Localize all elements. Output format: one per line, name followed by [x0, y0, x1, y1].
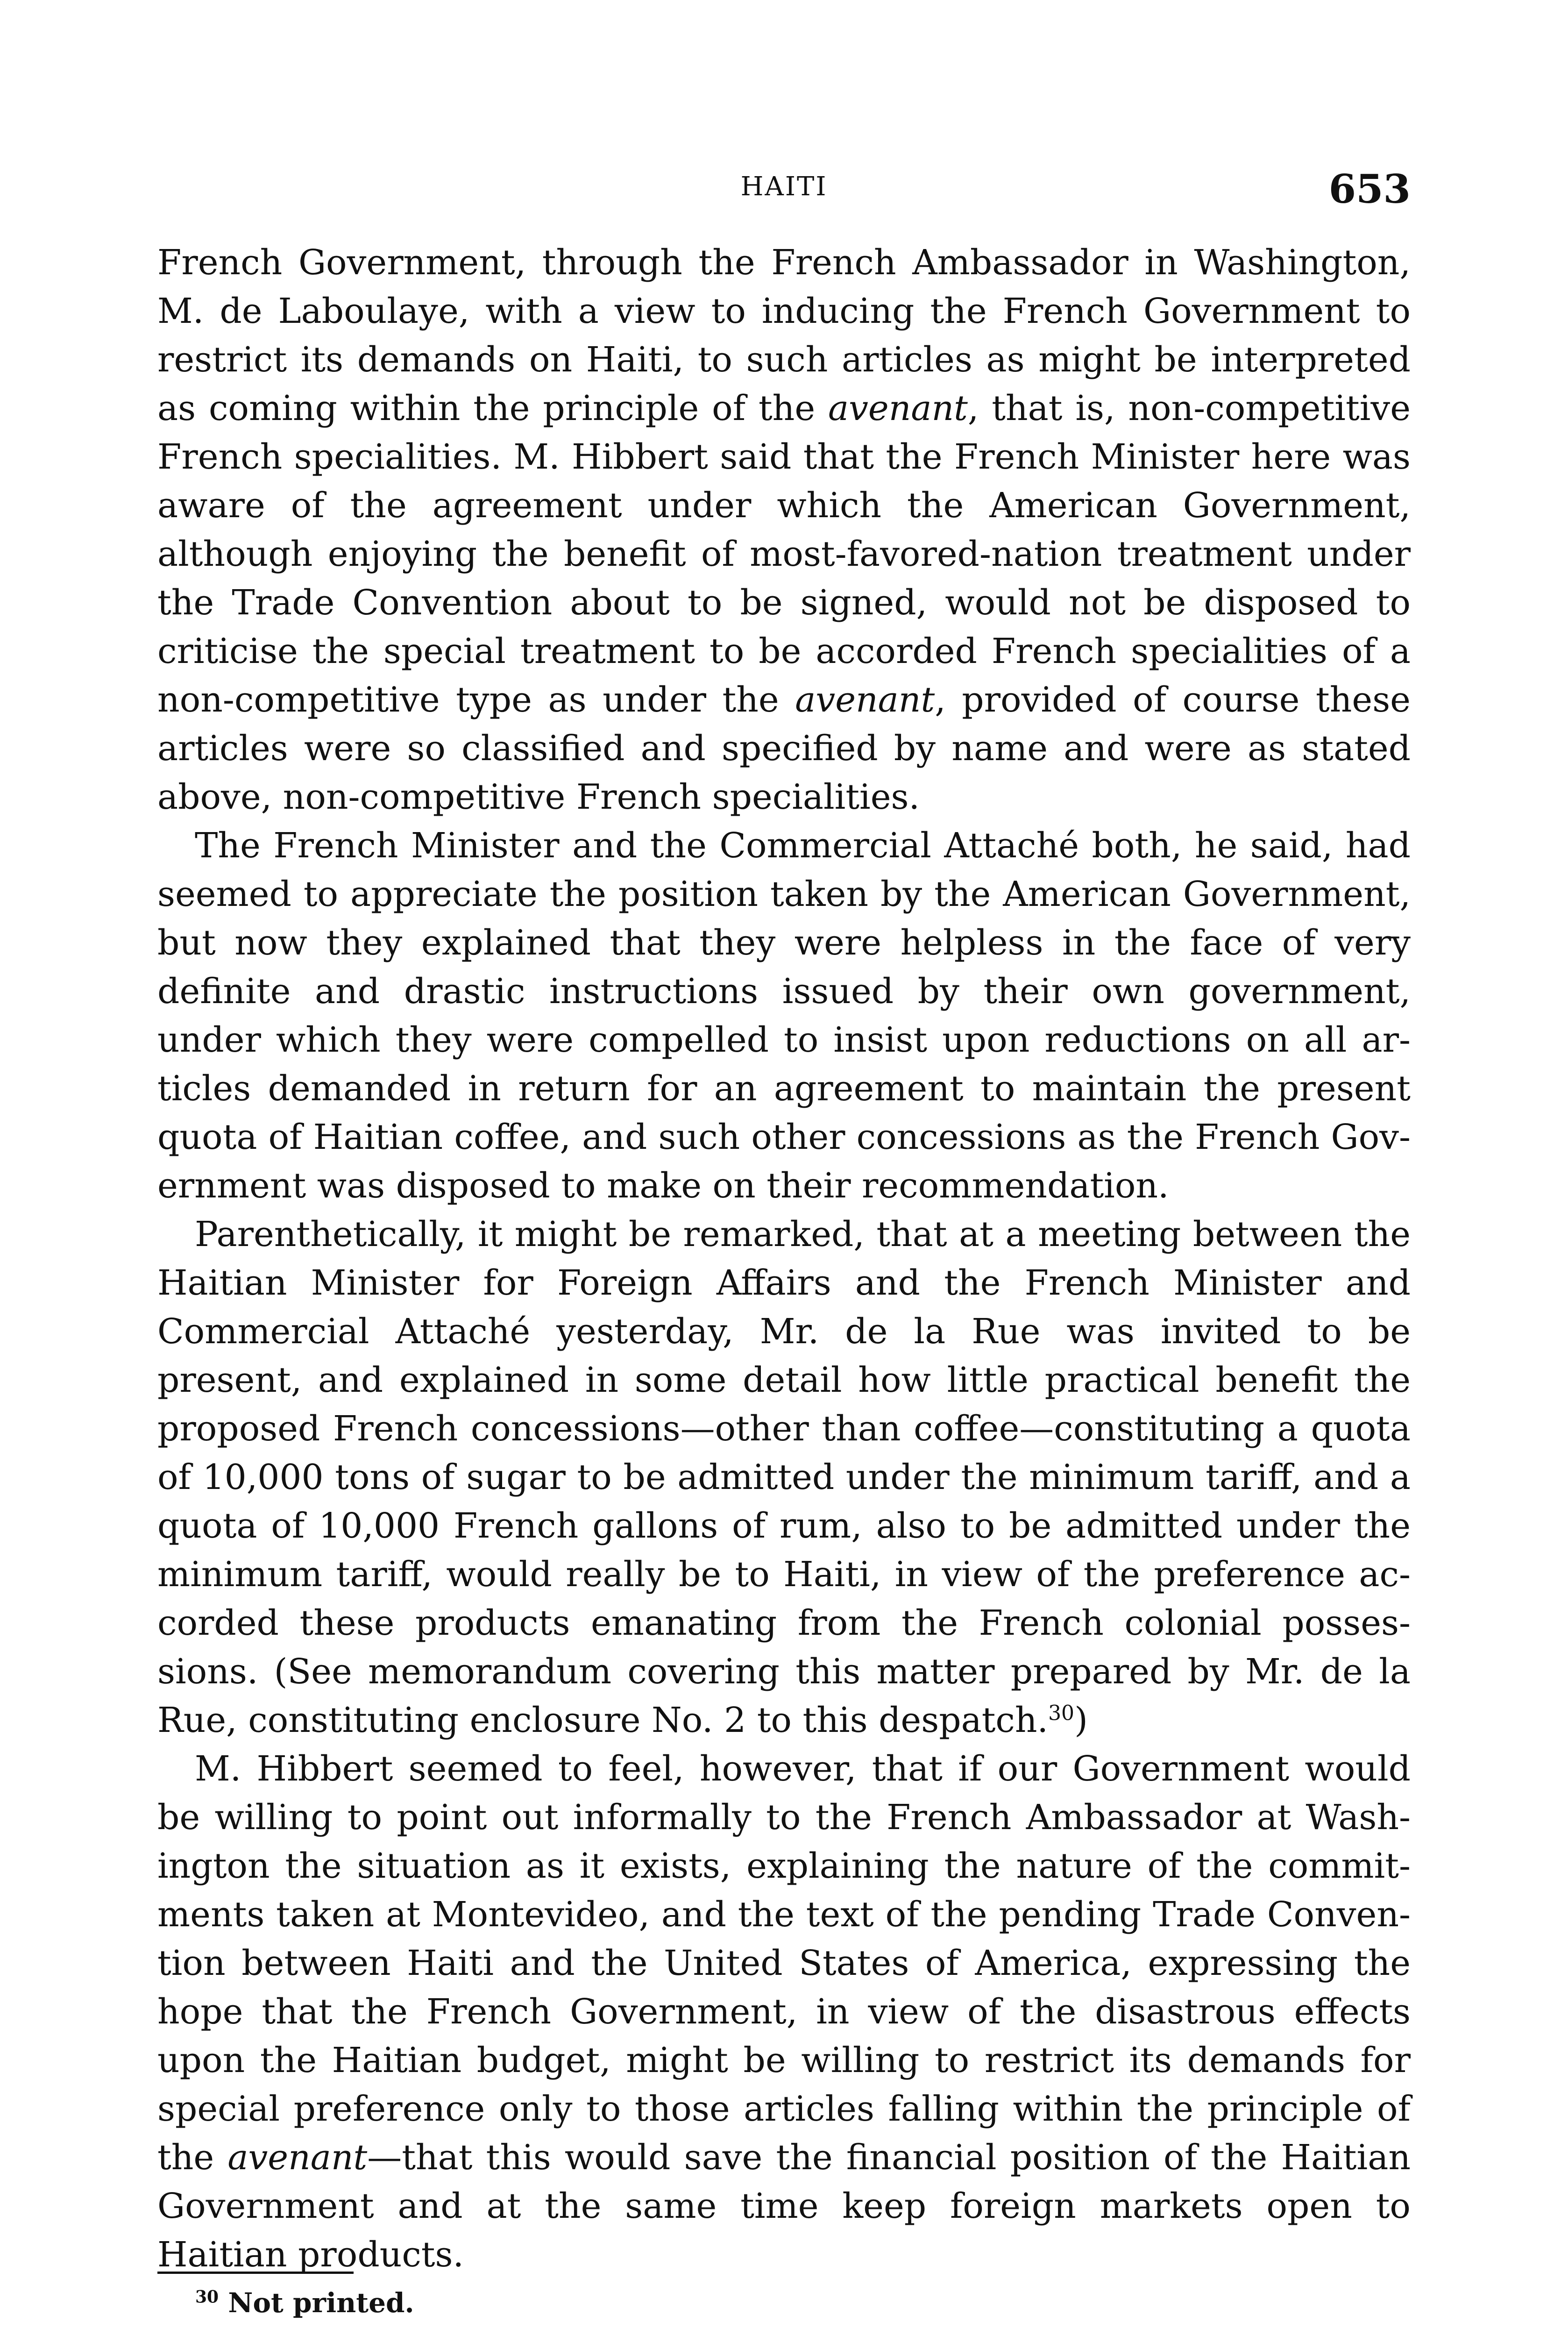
footnote-marker: 30 [195, 2287, 219, 2307]
footnote [195, 2287, 414, 2319]
paragraph-1: French Government, through the French Ambassador in Washington, M. de Laboulaye, with a view to inducing the French Government to restrict its demands on Haiti, to such articles as might be interpreted as coming within the principle of the avenant, that is, non-competitive French specialities. M. Hibbert said that the French Minister here was aware of the agreement under which the American Government, although enjoying the benefit of most-favored-nation treatment under the Trade Convention about to be signed, would not be disposed to criticise the special treatment to be accorded French specialities of a non-competitive type as under the avenant, provided of course these articles were so classified and specified by name and were as stated above, non-competitive French specialities. [157, 242, 1411, 817]
running-title: HAITI [740, 171, 828, 202]
page-number: 653 [1328, 166, 1411, 212]
paragraph-4: M. Hibbert seemed to feel, however, that if our Government would be willing to point out informally to the French Ambassador at Washington the situation as it exists, explaining the nature of the commitments taken at Montevideo, and the text of the pending Trade Convention between Haiti and the United States of America, expressing the hope that the French Government, in view of the disastrous effects upon the Haitian budget, might be willing to restrict its demands for special preference only to those articles falling within the principle of the avenant—that this would save the financial position of the Haitian Government and at the same time keep foreign markets open to Haitian products. [157, 1749, 1411, 2275]
paragraph-3: Parenthetically, it might be remarked, that at a meeting between the Haitian Minister for Foreign Affairs and the French Minister and Commercial Attaché yesterday, Mr. de la Rue was invited to be present, and explained in some detail how little practical benefit the proposed French concessions—other than coffee—constituting a quota of 10,000 tons of sugar to be admitted under the minimum tariff, and a quota of 10,000 French gallons of rum, also to be admitted under the minimum tariff, would really be to Haiti, in view of the preference accorded these products emanating from the French colonial possessions. (See memorandum covering this matter prepared by Mr. de la Rue, constituting enclosure No. 2 to this despatch.$^{30}$) [157, 1214, 1411, 1740]
footnote-rule [157, 2272, 354, 2274]
body-text [157, 238, 1411, 2279]
footnote-text: Not printed. [228, 2287, 414, 2319]
running-head [157, 166, 1411, 217]
paragraph-2: The French Minister and the Commercial Attaché both, he said, had seemed to appreciate the position taken by the American Government, but now they explained that they were helpless in the face of very definite and drastic instructions issued by their own government, under which they were compelled to insist upon reductions on all articles demanded in return for an agreement to maintain the present quota of Haitian coffee, and such other concessions as the French Government was disposed to make on their recommendation. [157, 826, 1411, 1206]
